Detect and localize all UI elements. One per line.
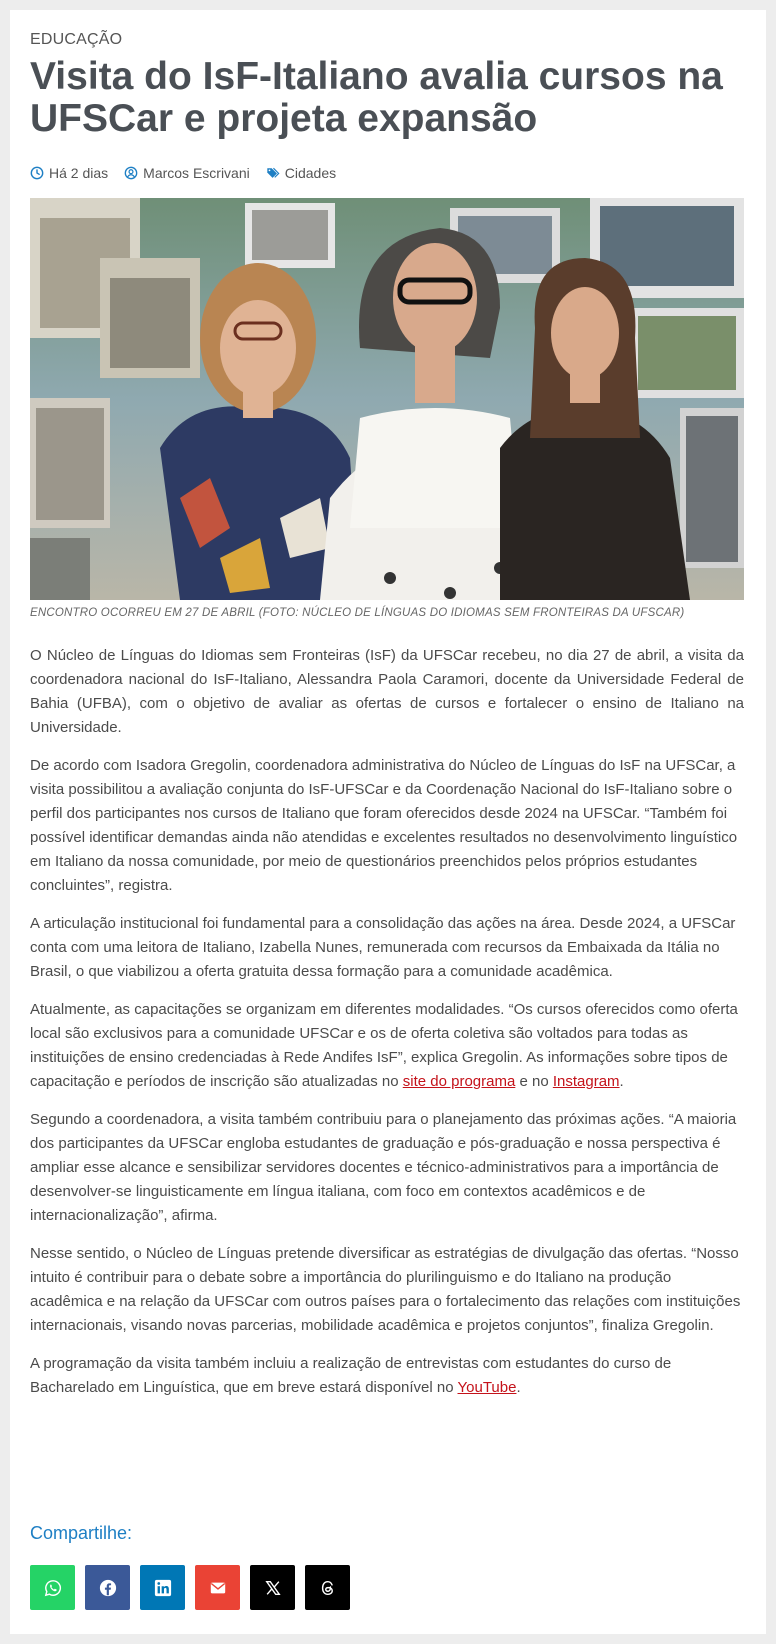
article-title: Visita do IsF-Italiano avalia cursos na UFSCar e projeta expansão: [30, 55, 723, 140]
share-buttons: [30, 1565, 350, 1610]
paragraph-2: De acordo com Isadora Gregolin, coordenadora administrativa do Núcleo de Línguas do IsF na UFSCar, a visita possibilitou a avaliação conjunta do IsF-UFSCar e da Coordenação Nacional do IsF-Italiano sobre o perfil dos participantes nos cursos de Italiano que foram oferecidos desde 2024 na UFSCar. “Também foi possível identificar demandas ainda não atendidas e excelentes resultados no desenvolvimento linguístico em Italiano da nossa comunidade, por meio de questionários preenchidos pelos próprios estudantes concluintes”, registra.: [30, 757, 738, 894]
share-whatsapp-button[interactable]: [30, 1565, 75, 1610]
paragraph-7-text: A programação da visita também incluiu a realização de entrevistas com estudantes do curso de Bacharelado em Linguística, que em breve estará disponível no: [30, 1355, 672, 1396]
whatsapp-icon: [44, 1579, 62, 1597]
meta-time-text: Há 2 dias: [49, 165, 109, 181]
photo-illustration: [30, 198, 744, 600]
article-card: [10, 10, 766, 1634]
share-email-button[interactable]: [195, 1565, 240, 1610]
x-icon: [264, 1579, 282, 1597]
email-icon: [209, 1579, 227, 1597]
meta-time: [30, 165, 108, 181]
paragraph-5: Segundo a coordenadora, a visita também contribuiu para o planejamento das próximas ações. “A maioria dos participantes da UFSCar engloba estudantes de graduação e pós-graduação e nossa perspectiva é ampliar esse alcance e sensibilizar servidores docentes e técnico-administrativos para a importância de desenvolver-se linguisticamente em língua italiana, com foco em contextos acadêmicos e de internacionalização”, afirma.: [30, 1111, 737, 1224]
share-x-button[interactable]: [250, 1565, 295, 1610]
article-meta: [30, 165, 336, 181]
paragraph-4-text: Atualmente, as capacitações se organizam em diferentes modalidades. “Os cursos oferecidos como oferta local são exclusivos para a comunidade UFSCar e os de oferta coletiva são voltados para todas as instituições de ensino credenciadas à Rede Andifes IsF”, explica Gregolin. As informações sobre tipos de capacitação e períodos de inscrição são atualizadas no: [30, 1001, 738, 1090]
share-linkedin-button[interactable]: [140, 1565, 185, 1610]
paragraph-3: A articulação institucional foi fundamental para a consolidação das ações na área. Desde 2024, a UFSCar conta com uma leitora de Italiano, Izabella Nunes, remunerada com recursos da Embaixada da Itália no Brasil, o que viabilizou a oferta gratuita dessa formação para a comunidade acadêmica.: [30, 915, 736, 980]
paragraph-7: [30, 1352, 744, 1400]
article-photo: [30, 198, 744, 600]
paragraph-7-end: .: [516, 1379, 521, 1396]
share-facebook-button[interactable]: [85, 1565, 130, 1610]
threads-icon: [319, 1579, 337, 1597]
article-body: [30, 644, 744, 1414]
share-threads-button[interactable]: [305, 1565, 350, 1610]
tags-icon: [266, 166, 280, 180]
user-icon: [124, 166, 138, 180]
paragraph-1: O Núcleo de Línguas do Idiomas sem Fronteiras (IsF) da UFSCar recebeu, no dia 27 de abril, a visita da coordenadora nacional do IsF-Italiano, Alessandra Paola Caramori, docente da Universidade Federal de Bahia (UFBA), com o objetivo de avaliar as ofertas de cursos e fortalecer o ensino de Italiano na Universidade.: [30, 647, 744, 736]
instagram-link[interactable]: Instagram: [552, 1073, 620, 1090]
clock-icon: [30, 166, 44, 180]
linkedin-icon: [154, 1579, 172, 1597]
paragraph-4: [30, 998, 744, 1094]
meta-author-text[interactable]: Marcos Escrivani: [143, 165, 250, 181]
category-label[interactable]: EDUCAÇÃO: [30, 31, 123, 48]
paragraph-4-middle: e no: [515, 1073, 553, 1090]
paragraph-4-end: .: [619, 1073, 624, 1090]
photo-caption: ENCONTRO OCORREU EM 27 DE ABRIL (FOTO: NÚCLEO DE LÍNGUAS DO IDIOMAS SEM FRONTEIRAS DA UFSCAR): [30, 607, 685, 619]
meta-tag[interactable]: [266, 165, 336, 181]
facebook-icon: [99, 1579, 117, 1597]
share-title: Compartilhe:: [30, 1523, 133, 1543]
program-site-link[interactable]: site do programa: [402, 1073, 516, 1090]
meta-tag-text[interactable]: Cidades: [284, 165, 337, 181]
youtube-link[interactable]: YouTube: [457, 1379, 517, 1396]
paragraph-6: Nesse sentido, o Núcleo de Línguas pretende diversificar as estratégias de divulgação das ofertas. “Nosso intuito é contribuir para o debate sobre a importância do plurilinguismo e do Italiano na produção acadêmica e na relação da UFSCar com outros países para o fortalecimento das relações com instituições internacionais, visando novas parcerias, mobilidade acadêmica e projetos conjuntos”, finaliza Gregolin.: [30, 1245, 741, 1334]
meta-author[interactable]: [124, 165, 250, 181]
